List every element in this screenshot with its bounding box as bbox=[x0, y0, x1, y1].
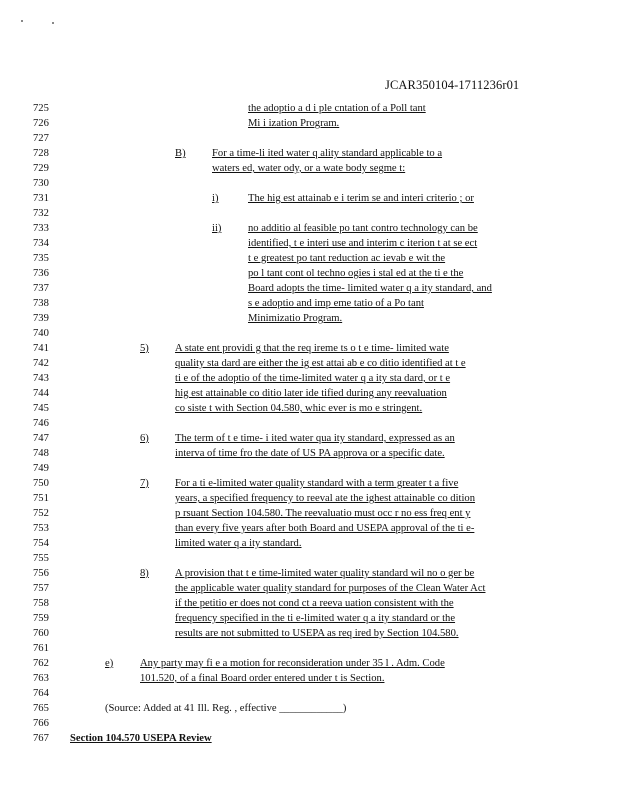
line-number: 753 bbox=[33, 523, 49, 534]
document-line bbox=[0, 193, 618, 205]
line-text: A provision that t e time-limited water quality standard wil no o ger be bbox=[175, 568, 475, 579]
document-id: JCAR350104-1711236r01 bbox=[385, 78, 520, 92]
line-number: 752 bbox=[33, 508, 49, 519]
document-line bbox=[0, 163, 618, 175]
line-number: 763 bbox=[33, 673, 49, 684]
line-number: 736 bbox=[33, 268, 49, 279]
document-line bbox=[0, 268, 618, 280]
document-line bbox=[0, 238, 618, 250]
document-line bbox=[0, 118, 618, 130]
document-line bbox=[0, 358, 618, 370]
line-number: 767 bbox=[33, 733, 49, 744]
document-line bbox=[0, 133, 618, 145]
document-line bbox=[0, 148, 618, 160]
line-number: 766 bbox=[33, 718, 49, 729]
document-line bbox=[0, 328, 618, 340]
document-line bbox=[0, 718, 618, 730]
line-text: ti e of the adoptio of the time-limited water q a ity sta dard, or t e bbox=[175, 373, 451, 384]
document-line bbox=[0, 298, 618, 310]
line-number: 750 bbox=[33, 478, 49, 489]
line-text: years, a specified frequency to reeval ate the ighest attainable co dition bbox=[175, 493, 476, 504]
line-number: 748 bbox=[33, 448, 49, 459]
line-number: 749 bbox=[33, 463, 49, 474]
line-text: co siste t with Section 04.580, whic ever is mo e stringent. bbox=[175, 403, 423, 414]
line-number: 746 bbox=[33, 418, 49, 429]
line-number: 745 bbox=[33, 403, 49, 414]
document-line bbox=[0, 418, 618, 430]
line-text: 6) bbox=[140, 433, 149, 444]
document-line bbox=[0, 208, 618, 220]
line-number: 765 bbox=[33, 703, 49, 714]
line-text: if the petitio er does not cond ct a reeva uation consistent with the bbox=[175, 598, 454, 609]
line-number: 740 bbox=[33, 328, 49, 339]
document-line bbox=[0, 343, 618, 355]
document-line bbox=[0, 583, 618, 595]
line-text: For a time-li ited water q ality standard applicable to a bbox=[212, 148, 443, 159]
document-line bbox=[0, 103, 618, 115]
line-text: Section 104.570 USEPA Review bbox=[70, 733, 212, 744]
line-text: B) bbox=[175, 148, 186, 159]
line-text: the applicable water quality standard for purposes of the Clean Water Act bbox=[175, 583, 486, 594]
document-line bbox=[0, 553, 618, 565]
line-text: waters ed, water ody, or a wate body segme t: bbox=[212, 163, 406, 174]
document-line bbox=[0, 643, 618, 655]
document-line bbox=[0, 313, 618, 325]
line-text: frequency specified in the ti e-limited water q a ity standard or the bbox=[175, 613, 456, 624]
line-text: The term of t e time- i ited water qua ity standard, expressed as an bbox=[175, 433, 455, 444]
line-text: identified, t e interi use and interim c iterion t at se ect bbox=[248, 238, 478, 249]
line-text: 8) bbox=[140, 568, 149, 579]
line-text: i) bbox=[212, 193, 219, 204]
document-line bbox=[0, 508, 618, 520]
scan-speck bbox=[21, 20, 23, 22]
document-line bbox=[0, 463, 618, 475]
document-line bbox=[0, 493, 618, 505]
document-line bbox=[0, 478, 618, 490]
line-number: 758 bbox=[33, 598, 49, 609]
line-number: 756 bbox=[33, 568, 49, 579]
line-text: The hig est attainab e i terim se and interi criterio ; or bbox=[248, 193, 474, 204]
line-number: 729 bbox=[33, 163, 49, 174]
line-text: 101.520, of a final Board order entered under t is Section. bbox=[140, 673, 385, 684]
line-text: For a ti e-limited water quality standard with a term greater t a five bbox=[175, 478, 459, 489]
line-number: 747 bbox=[33, 433, 49, 444]
line-text: interva of time fro the date of US PA approva or a specific date. bbox=[175, 448, 445, 459]
line-text: Mi i ization Program. bbox=[248, 118, 340, 129]
line-number: 759 bbox=[33, 613, 49, 624]
line-text: Minimizatio Program. bbox=[248, 313, 343, 324]
line-number: 725 bbox=[33, 103, 49, 114]
document-line bbox=[0, 613, 618, 625]
line-number: 754 bbox=[33, 538, 49, 549]
line-number: 757 bbox=[33, 583, 49, 594]
line-text: the adoptio a d i ple cntation of a Poll tant bbox=[248, 103, 426, 114]
line-text: (Source: Added at 41 Ill. Reg. , effective ____________) bbox=[105, 703, 347, 714]
line-text: ii) bbox=[212, 223, 222, 234]
line-text: A state ent providi g that the req ireme ts o t e time- limited wate bbox=[175, 343, 449, 354]
line-number: 726 bbox=[33, 118, 49, 129]
line-number: 727 bbox=[33, 133, 49, 144]
scan-speck bbox=[52, 22, 54, 24]
document-line bbox=[0, 538, 618, 550]
line-number: 743 bbox=[33, 373, 49, 384]
document-line bbox=[0, 628, 618, 640]
line-number: 760 bbox=[33, 628, 49, 639]
line-text: 7) bbox=[140, 478, 149, 489]
line-text: p rsuant Section 104.580. The reevaluatio must occ r no ess freq ent y bbox=[175, 508, 471, 519]
line-text: e) bbox=[105, 658, 114, 669]
line-number: 738 bbox=[33, 298, 49, 309]
line-text: 5) bbox=[140, 343, 149, 354]
document-line bbox=[0, 178, 618, 190]
document-line bbox=[0, 703, 618, 715]
document-line bbox=[0, 658, 618, 670]
line-number: 728 bbox=[33, 148, 49, 159]
document-line bbox=[0, 283, 618, 295]
line-number: 730 bbox=[33, 178, 49, 189]
line-number: 737 bbox=[33, 283, 49, 294]
line-text: results are not submitted to USEPA as req ired by Section 104.580. bbox=[175, 628, 459, 639]
line-text: s e adoptio and imp eme tatio of a Po tant bbox=[248, 298, 424, 309]
line-number: 732 bbox=[33, 208, 49, 219]
line-number: 751 bbox=[33, 493, 49, 504]
document-line bbox=[0, 433, 618, 445]
line-number: 764 bbox=[33, 688, 49, 699]
line-text: t e greatest po tant reduction ac ievab e wit the bbox=[248, 253, 446, 264]
line-number: 733 bbox=[33, 223, 49, 234]
line-number: 731 bbox=[33, 193, 49, 204]
line-number: 739 bbox=[33, 313, 49, 324]
document-line bbox=[0, 598, 618, 610]
document-line bbox=[0, 223, 618, 235]
line-number: 741 bbox=[33, 343, 49, 354]
line-text: Board adopts the time- limited water q a ity standard, and bbox=[248, 283, 492, 294]
document-line bbox=[0, 523, 618, 535]
line-number: 755 bbox=[33, 553, 49, 564]
document-line bbox=[0, 403, 618, 415]
line-text: po l tant cont ol techno ogies i stal ed at the ti e the bbox=[248, 268, 464, 279]
line-text: quality sta dard are either the ig est attai ab e co ditio identified at t e bbox=[175, 358, 466, 369]
document-line bbox=[0, 388, 618, 400]
line-number: 735 bbox=[33, 253, 49, 264]
line-number: 762 bbox=[33, 658, 49, 669]
document-line bbox=[0, 688, 618, 700]
line-text: hig est attainable co ditio later ide tified during any reevaluation bbox=[175, 388, 447, 399]
line-text: limited water q a ity standard. bbox=[175, 538, 302, 549]
line-text: Any party may fi e a motion for reconsideration under 35 l . Adm. Code bbox=[140, 658, 445, 669]
document-line bbox=[0, 733, 618, 745]
line-number: 734 bbox=[33, 238, 49, 249]
document-line bbox=[0, 373, 618, 385]
document-line bbox=[0, 448, 618, 460]
line-number: 744 bbox=[33, 388, 49, 399]
line-number: 761 bbox=[33, 643, 49, 654]
document-line bbox=[0, 568, 618, 580]
document-line bbox=[0, 673, 618, 685]
line-text: than every five years after both Board and USEPA approval of the ti e- bbox=[175, 523, 475, 534]
document-line bbox=[0, 253, 618, 265]
line-number: 742 bbox=[33, 358, 49, 369]
line-text: no additio al feasible po tant contro technology can be bbox=[248, 223, 478, 234]
